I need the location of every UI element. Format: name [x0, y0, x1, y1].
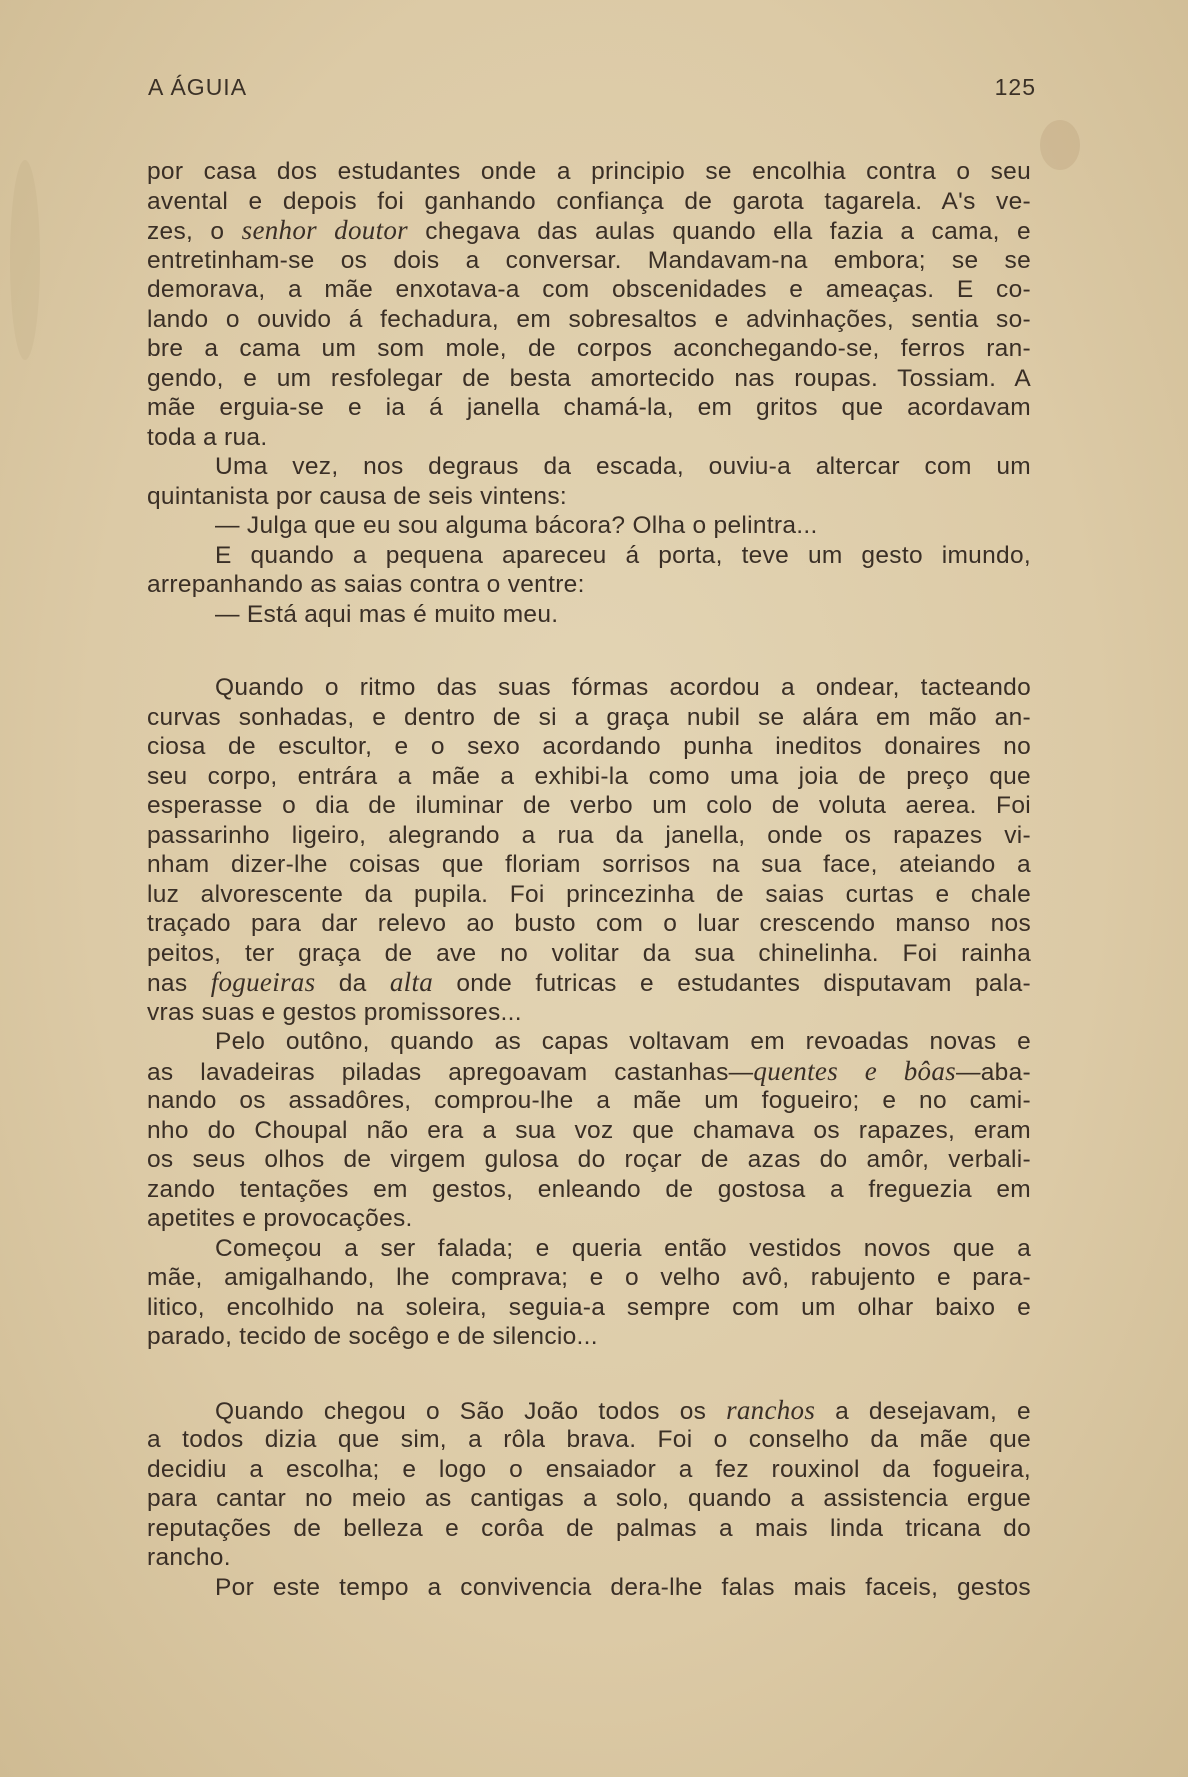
text-line — [147, 1425, 1031, 1455]
paper-stain — [10, 160, 40, 360]
paper-stain — [1040, 120, 1080, 170]
text-run: passarinho ligeiro, alegrando a rua da janella, onde os rapazes vi- — [147, 821, 1031, 849]
section-break — [147, 1352, 1031, 1396]
text-line — [147, 821, 1031, 851]
text-run: reputações de belleza e corôa de palmas a mais linda tricana do — [147, 1514, 1031, 1542]
text-run: mãe, amigalhando, lhe comprava; e o velho avô, rabujento e para- — [147, 1264, 1031, 1291]
italic-text: ranchos — [726, 1394, 816, 1425]
text-line — [147, 968, 1031, 998]
text-run: bre a cama um som mole, de corpos aconchegando-se, ferros ran- — [147, 335, 1031, 362]
text-line — [147, 1145, 1031, 1175]
text-run: para cantar no meio as cantigas a solo, quando a assistencia ergue — [147, 1485, 1031, 1512]
text-line — [147, 216, 1031, 246]
text-line — [147, 998, 1031, 1028]
italic-text: senhor doutor — [241, 215, 408, 245]
text-run: por casa dos estudantes onde a principio se encolhia contra o seu — [147, 158, 1031, 185]
text-line — [147, 423, 1031, 453]
text-line — [147, 541, 1031, 571]
text-run: — Está aqui mas é muito meu. — [215, 600, 559, 628]
text-run: zes, o — [147, 218, 242, 245]
text-line — [147, 511, 1031, 541]
text-line — [147, 393, 1031, 423]
text-line — [147, 791, 1031, 821]
text-line — [147, 157, 1031, 187]
text-run: ciosa de escultor, e o sexo acordando punha ineditos donaires no — [147, 733, 1031, 760]
text-run: da — [315, 970, 390, 997]
text-run: quintanista por causa de seis vintens: — [147, 482, 567, 510]
page-header — [148, 74, 1036, 114]
text-run: traçado para dar relevo ao busto com o luar crescendo manso nos — [147, 910, 1031, 937]
text-line — [147, 1234, 1031, 1264]
text-run: onde futricas e estudantes disputavam pala- — [433, 970, 1031, 997]
text-run: nham dizer-lhe coisas que floriam sorrisos na sua face, ateiando a — [147, 851, 1031, 878]
text-line — [147, 732, 1031, 762]
text-run: E quando a pequena apareceu á porta, teve um gesto imundo, — [215, 541, 1031, 569]
text-run: Quando chegou o São João todos os — [215, 1397, 727, 1425]
text-run: Pelo outôno, quando as capas voltavam em revoadas novas e — [215, 1028, 1031, 1055]
text-line — [147, 673, 1031, 703]
text-line — [147, 246, 1031, 276]
text-run: nando os assadôres, comprou-lhe a mãe um fogueiro; e no cami- — [147, 1087, 1031, 1114]
text-line — [147, 1396, 1031, 1426]
text-line — [147, 1455, 1031, 1485]
text-run: luz alvorescente da pupila. Foi princezinha de saias curtas e chale — [147, 880, 1031, 908]
text-line — [147, 1086, 1031, 1116]
text-line — [147, 1573, 1031, 1603]
text-line — [147, 762, 1031, 792]
text-run: zando tentações em gestos, enleando de gostosa a freguezia em — [147, 1175, 1031, 1203]
text-run: chegava das aulas quando ella fazia a cama, e — [407, 218, 1031, 245]
text-line — [147, 1263, 1031, 1293]
text-line — [147, 1175, 1031, 1205]
text-run: avental e depois foi ganhando confiança de garota tagarela. A's ve- — [147, 187, 1031, 215]
text-run: decidiu a escolha; e logo o ensaiador a fez rouxinol da fogueira, — [147, 1455, 1031, 1483]
text-line — [147, 880, 1031, 910]
text-run: nas — [147, 970, 211, 997]
text-run: esperasse o dia de iluminar de verbo um colo de voluta aerea. Foi — [147, 792, 1031, 819]
section-break — [147, 629, 1031, 673]
text-run: a todos dizia que sim, a rôla brava. Foi o conselho da mãe que — [147, 1426, 1031, 1453]
text-run: arrepanhando as saias contra o ventre: — [147, 571, 585, 598]
text-run: entretinham-se os dois a conversar. Mandavam-na embora; se se — [147, 246, 1031, 274]
text-line — [147, 1543, 1031, 1573]
text-line — [147, 334, 1031, 364]
text-run: as lavadeiras piladas apregoavam castanhas— — [147, 1058, 754, 1086]
text-line — [147, 187, 1031, 217]
running-title: A ÁGUIA — [148, 74, 248, 100]
text-line — [147, 909, 1031, 939]
text-line — [147, 364, 1031, 394]
text-line — [147, 1514, 1031, 1544]
text-line — [147, 703, 1031, 733]
text-run: rancho. — [147, 1544, 231, 1571]
text-run: — Julga que eu sou alguma bácora? Olha o pelintra... — [215, 512, 818, 539]
text-run: —aba- — [955, 1058, 1031, 1086]
text-line — [147, 600, 1031, 630]
text-line — [147, 305, 1031, 335]
text-line — [147, 850, 1031, 880]
text-line — [147, 1204, 1031, 1234]
italic-text: fogueiras — [210, 967, 316, 997]
text-line — [147, 1057, 1031, 1087]
text-run: parado, tecido de socêgo e de silencio... — [147, 1323, 598, 1350]
body-text — [147, 157, 1031, 1602]
italic-text: quentes e bôas — [753, 1055, 956, 1086]
page-number: 125 — [994, 74, 1036, 100]
text-line — [147, 452, 1031, 482]
text-run: Começou a ser falada; e queria então vestidos novos que a — [215, 1234, 1031, 1262]
text-run: Por este tempo a convivencia dera-lhe falas mais faceis, gestos — [215, 1573, 1031, 1601]
text-run: toda a rua. — [147, 423, 268, 451]
text-run: seu corpo, entrára a mãe a exhibi-la como uma joia de preço que — [147, 762, 1031, 790]
text-run: Uma vez, nos degraus da escada, ouviu-a altercar com um — [215, 453, 1031, 480]
text-line — [147, 482, 1031, 512]
text-line — [147, 570, 1031, 600]
text-run: os seus olhos de virgem gulosa do roçar de azas do amôr, verbali- — [147, 1146, 1031, 1173]
text-run: litico, encolhido na soleira, seguia-a sempre com um olhar baixo e — [147, 1293, 1031, 1321]
text-run: a desejavam, e — [815, 1397, 1031, 1425]
text-line — [147, 939, 1031, 969]
text-line — [147, 1322, 1031, 1352]
text-line — [147, 275, 1031, 305]
text-run: Quando o ritmo das suas fórmas acordou a ondear, tacteando — [215, 674, 1031, 701]
text-run: lando o ouvido á fechadura, em sobresaltos e advinhações, sentia so- — [147, 305, 1031, 333]
italic-text: alta — [389, 967, 434, 997]
text-run: apetites e provocações. — [147, 1205, 413, 1232]
text-run: vras suas e gestos promissores... — [147, 998, 522, 1026]
text-run: peitos, ter graça de ave no volitar da sua chinelinha. Foi rainha — [147, 939, 1031, 967]
text-line — [147, 1484, 1031, 1514]
text-line — [147, 1027, 1031, 1057]
text-run: curvas sonhadas, e dentro de si a graça nubil se alára em mão an- — [147, 703, 1031, 731]
text-run: gendo, e um resfolegar de besta amortecido nas roupas. Tossiam. A — [147, 364, 1031, 392]
text-line — [147, 1116, 1031, 1146]
text-line — [147, 1293, 1031, 1323]
text-run: nho do Choupal não era a sua voz que chamava os rapazes, eram — [147, 1116, 1031, 1144]
text-run: demorava, a mãe enxotava-a com obscenidades e ameaças. E co- — [147, 276, 1031, 303]
text-run: mãe erguia-se e ia á janella chamá-la, em gritos que acordavam — [147, 394, 1031, 421]
